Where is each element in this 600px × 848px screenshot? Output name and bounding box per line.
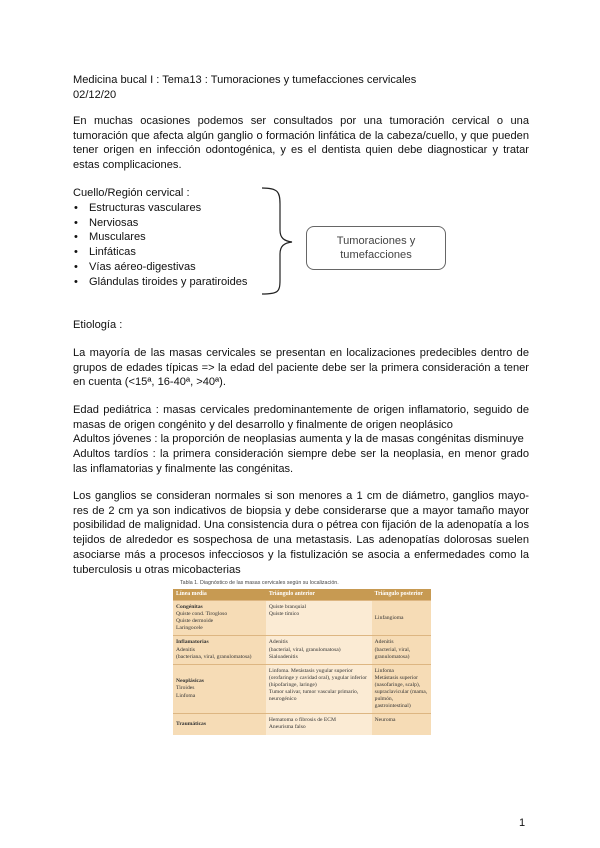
etiology-paragraph: La mayoría de las masas cervicales se presentan en localizaciones predecibles dentro de grupos de edades típicas => la edad del paciente debe ser la primera consideración a tener en cuenta (<15ª, 16-40ª, >40ª). [73,347,529,389]
box-line-1: Tumoraciones y [336,235,416,247]
cervical-region-label: Cuello/Región cervical : [73,187,190,199]
document-date: 02/12/20 [73,88,117,101]
page-number: 1 [519,817,526,829]
table-row [173,636,431,664]
list-item: • Estructuras vasculares [73,201,247,216]
table-row [173,601,431,636]
table-header-cell: Triángulo posterior [372,589,431,601]
late-adults-text: Adultos tardíos : la primera consideración siempre debe ser la neoplasia, en menor grado las inflamatorias y finalmente las congénitas. [73,448,529,475]
list-item: • Vías aéreo-digestivas [73,260,247,275]
table-cell: Congénitas Quiste cond. Tirogloso Quiste dermoide Laringocele [173,601,266,636]
table-cell: Adenitis (bacterial, viral, granulomatosa) [372,636,431,664]
table-cell: Quiste branquial Quiste tímico [266,601,372,636]
ganglia-paragraph: Los ganglios se consideran normales si son menores a 1 cm de diámetro, ganglios mayo- res de 2 cm ya son indicativos de biopsia y debe considerarse que a mayor tamaño mayor posibilidad de malignidad. Una consistencia dura o pétrea con fijación de la adenopatía a los tejidos de alrededor es sospechosa de una metastasis. Las adenopatías dolorosas suelen asociarse más a procesos infecciosos y la fistulización se asocia a enfermedades como la tuberculosis u otras micobacterias [73,490,529,576]
table-caption: Tabla 1. Diagnóstico de las masas cervicales según su localización. [180,580,339,586]
list-item: • Glándulas tiroides y paratiroides [73,275,247,290]
box-line-2: tumefacciones [340,249,412,261]
table-cell: Hematoma o fibrosis de ECM Aneurisma falso [266,714,372,735]
list-item: • Musculares [73,230,247,245]
pediatric-text: Edad pediátrica : masas cervicales predominantemente de origen inflamatorio, seguido de masas de origen congénito y del desarrollo y finalmente de origen neoplásico [73,404,529,431]
table-row [173,714,431,735]
document-title: Medicina bucal I : Tema13 : Tumoraciones y tumefacciones cervicales [73,74,417,86]
table-header-cell: Línea media [173,589,266,601]
diagnosis-table [173,589,431,735]
table-cell: Adenitis (bacterial, viral, granulomatosa) Sialoadenitis [266,636,372,664]
table-cell: Neuroma [372,714,431,735]
curly-brace-icon [258,186,306,296]
table-cell: Linfoma. Metástasis yugular superior (orofaringe y cavidad oral), yugular inferior (hipofaringe, laringe) Tumor salivar, tumor vascular primario, neurogénico [266,664,372,714]
etiology-heading: Etiología : [73,319,123,331]
table-header-row [173,589,431,601]
table-cell: Linfangioma [372,601,431,636]
cervical-region-list [73,201,247,289]
intro-paragraph: En muchas ocasiones podemos ser consultados por una tumoración cervical o una tumoración que afecta algún ganglio o formación linfática de la cabeza/cuello, y que pueden tener origen en infección odontogénica, y es el dentista quien debe diagnosticar y tratar estas complicaciones. [73,115,529,172]
table-cell: Inflamatorias Adenitis (bacteriana, viral, granulomatosa) [173,636,266,664]
age-groups-block [73,403,529,477]
young-adults-text: Adultos jóvenes : la proporción de neoplasias aumenta y la de masas congénitas disminuye [73,433,524,446]
document-header [73,73,529,102]
table-cell: Neoplásicas Tiroides Linfoma [173,664,266,714]
table-row [173,664,431,714]
table-cell: Linfoma Metástasis superior (nasofaringe, scalp), supraclavicular (mama, pulmón, gastrointestinal) [372,664,431,714]
tumoraciones-box [306,226,446,270]
list-item: • Linfáticas [73,245,247,260]
table-header-cell: Triángulo anterior [266,589,372,601]
list-item: • Nerviosas [73,216,247,231]
table-cell: Traumáticas [173,714,266,735]
